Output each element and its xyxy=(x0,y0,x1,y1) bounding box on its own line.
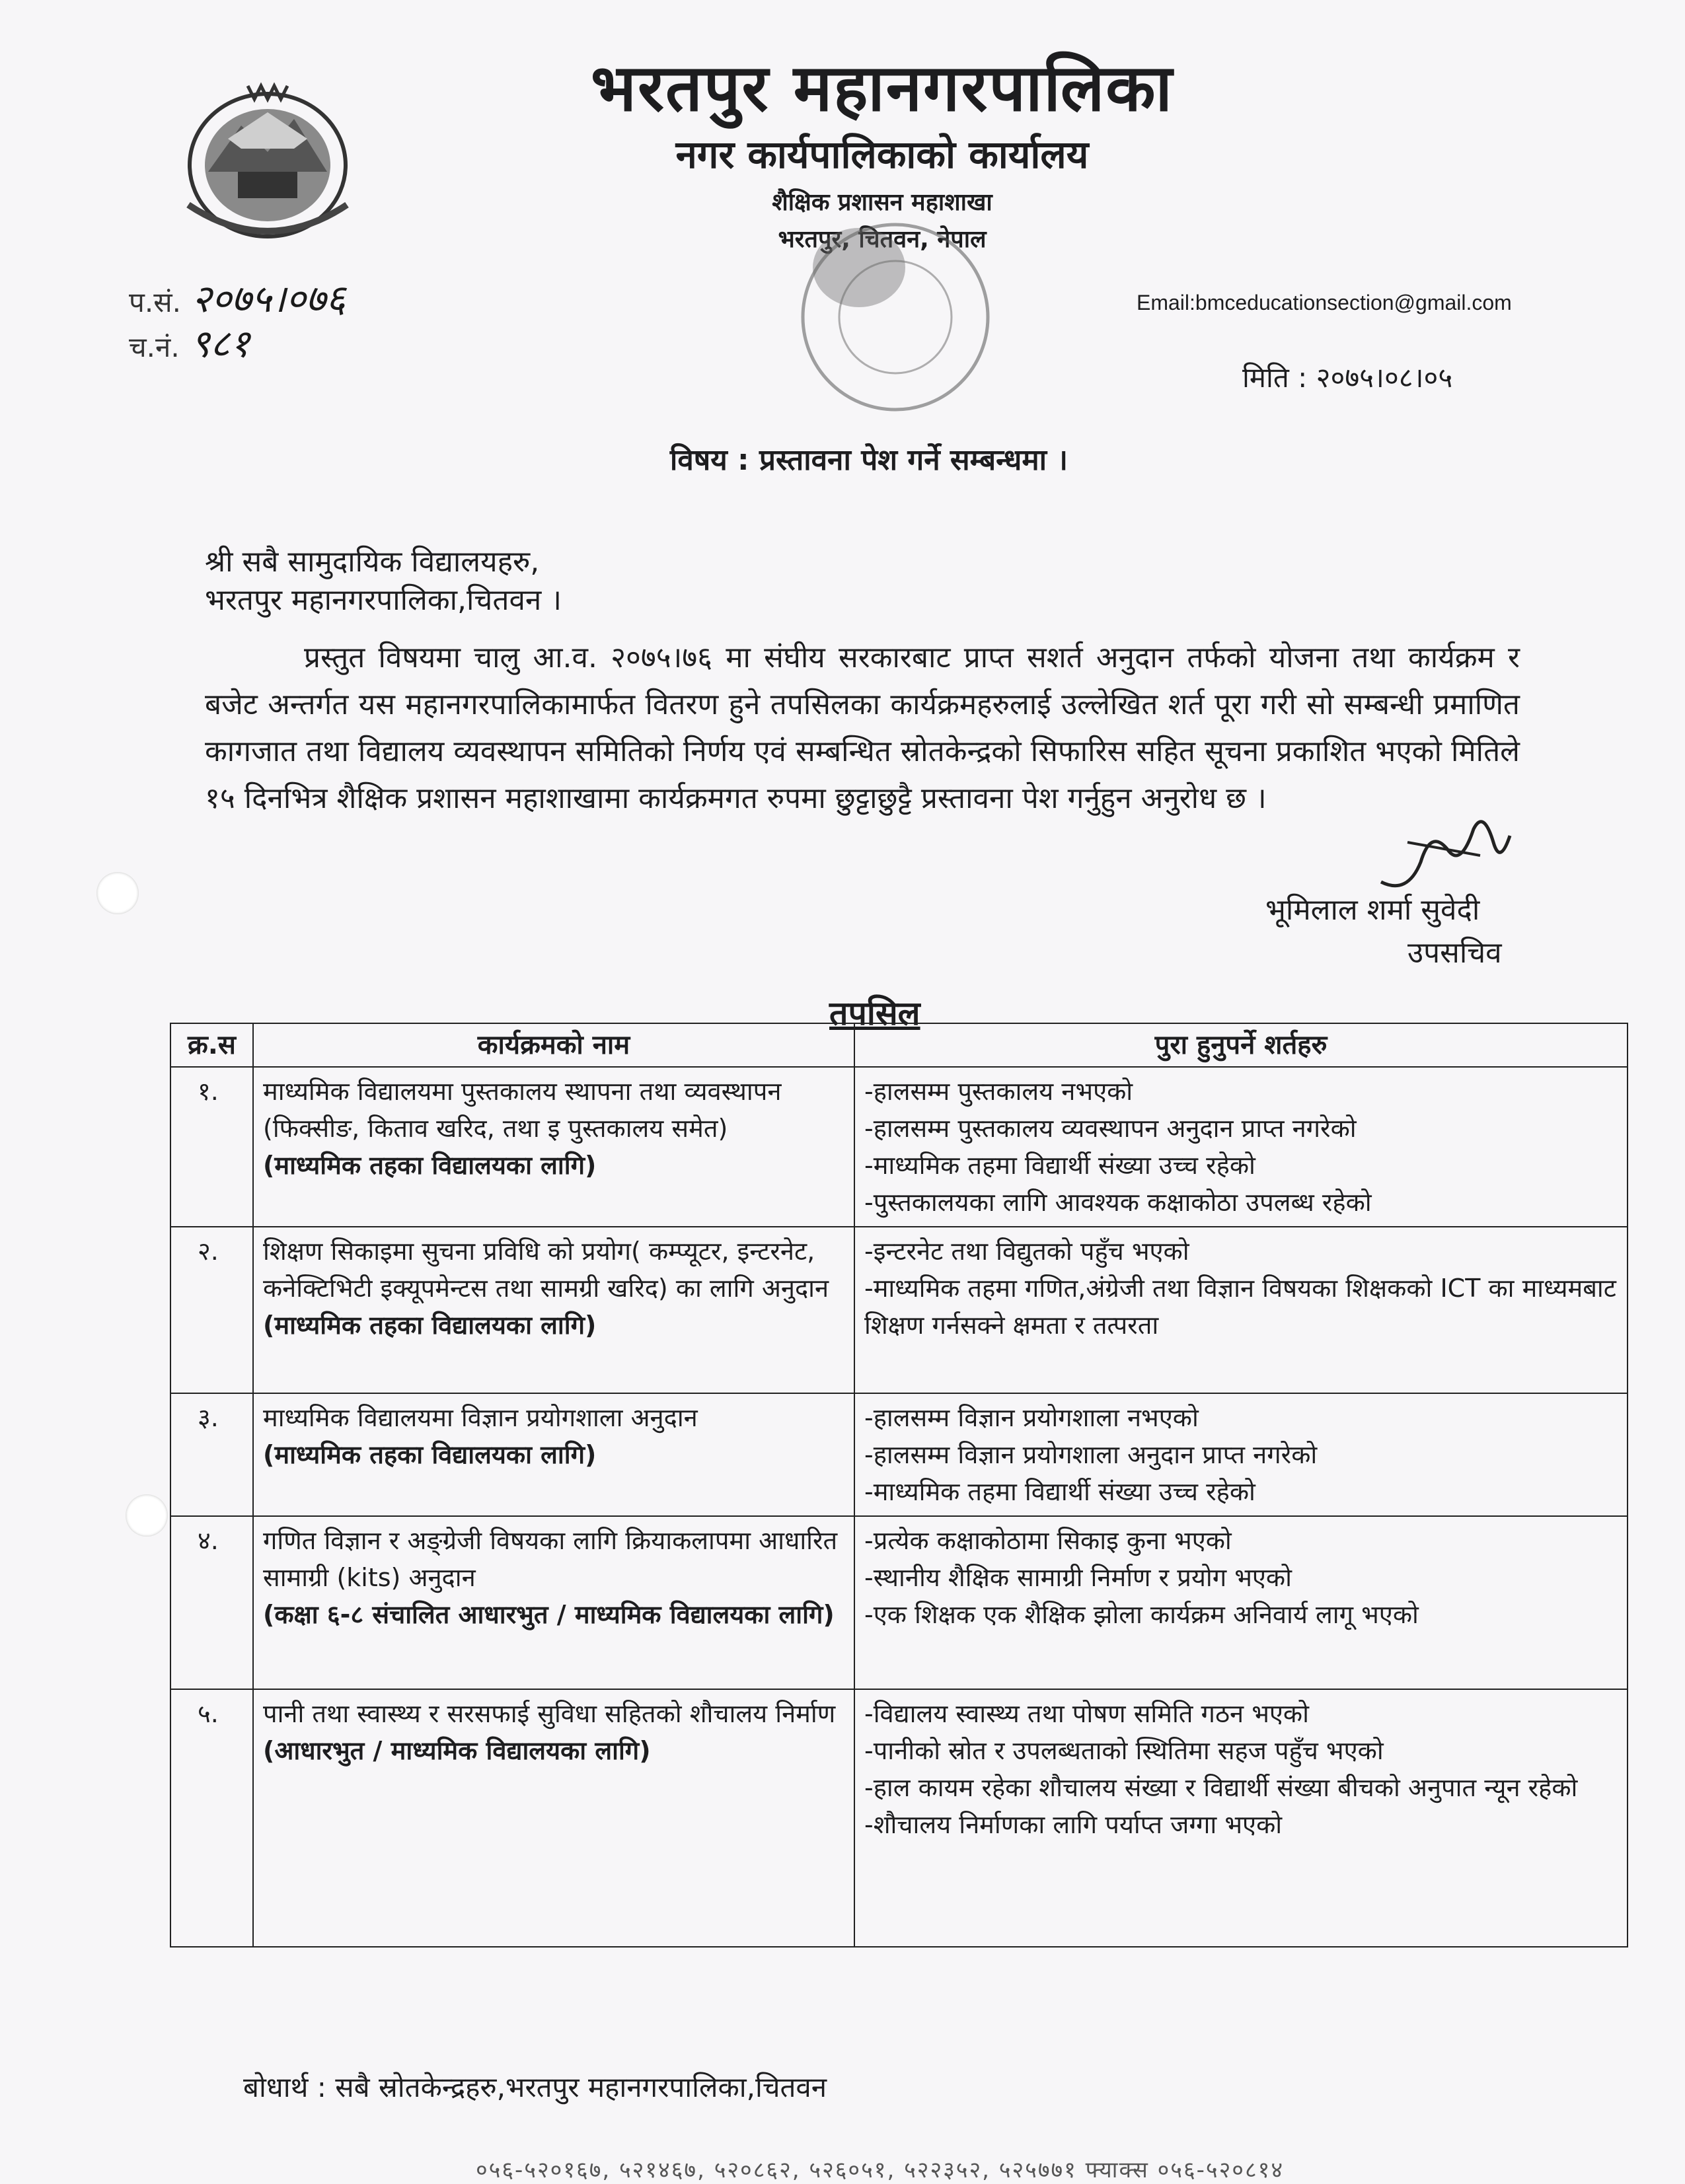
row-program xyxy=(253,1067,854,1227)
ps-label: प.सं. xyxy=(129,286,181,318)
program-name: शिक्षण सिकाइमा सुचना प्रविधि को प्रयोग( कम्प्यूटर, इन्टरनेट, कनेक्टिभिटी इक्यूपमेन्टस तथा सामग्री खरिद) का लागि अनुदान xyxy=(263,1237,829,1303)
col-header-conditions: पुरा हुनुपर्ने शर्तहरु xyxy=(854,1023,1628,1067)
row-sn: २. xyxy=(170,1227,253,1393)
cn-value: ९८१ xyxy=(190,321,250,366)
condition-item: -एक शिक्षक एक शैक्षिक झोला कार्यक्रम अनिवार्य लागू भएको xyxy=(864,1600,1419,1629)
row-conditions xyxy=(854,1689,1628,1947)
condition-item: -माध्यमिक तहमा गणित,अंग्रेजी तथा विज्ञान विषयका शिक्षकको ICT का माध्यमबाट शिक्षण गर्नसक्ने क्षमता र तत्परता xyxy=(864,1274,1616,1340)
program-name: माध्यमिक विद्यालयमा पुस्तकालय स्थापना तथा व्यवस्थापन (फिक्सीङ, किताव खरिद, तथा इ पुस्तकालय समेत) xyxy=(263,1077,782,1143)
row-conditions xyxy=(854,1227,1628,1393)
ps-value: २०७५।०७६ xyxy=(191,276,346,321)
letter-subject: विषय : प्रस्तावना पेश गर्ने सम्बन्धमा । xyxy=(669,443,1068,477)
row-conditions xyxy=(854,1393,1628,1516)
condition-item: -हालसम्म विज्ञान प्रयोगशाला नभएको xyxy=(864,1403,1199,1432)
municipality-title: भरतपुर महानगरपालिका xyxy=(591,51,1174,126)
punch-hole xyxy=(96,872,139,914)
row-conditions xyxy=(854,1067,1628,1227)
row-program xyxy=(253,1689,854,1947)
office-stamp xyxy=(780,218,1011,423)
condition-item: -पानीको स्रोत र उपलब्धताको स्थितिमा सहज पहुँच भएको xyxy=(864,1736,1384,1765)
condition-item: -माध्यमिक तहमा विद्यार्थी संख्या उच्च रहेको xyxy=(864,1477,1255,1506)
condition-item: -इन्टरनेट तथा विद्युतको पहुँच भएको xyxy=(864,1237,1189,1266)
row-sn: ५. xyxy=(170,1689,253,1947)
program-name: गणित विज्ञान र अङ्ग्रेजी विषयका लागि क्रियाकलापमा आधारित सामाग्री (kits) अनुदान xyxy=(263,1526,838,1592)
condition-item: -माध्यमिक तहमा विद्यार्थी संख्या उच्च रहेको xyxy=(864,1151,1255,1180)
row-conditions xyxy=(854,1516,1628,1689)
table-row xyxy=(170,1516,1628,1689)
condition-item: -हालसम्म पुस्तकालय नभएको xyxy=(864,1077,1133,1106)
col-header-sn: क्र.स xyxy=(170,1023,253,1067)
condition-item: -विद्यालय स्वास्थ्य तथा पोषण समिति गठन भएको xyxy=(864,1699,1309,1728)
cc-line: बोधार्थ : सबै स्रोतकेन्द्रहरु,भरतपुर महानगरपालिका,चितवन xyxy=(243,2071,827,2103)
punch-hole xyxy=(126,1494,168,1537)
table-row xyxy=(170,1067,1628,1227)
division-name: शैक्षिक प्रशासन महाशाखा xyxy=(772,189,992,216)
office-name: नगर कार्यपालिकाको कार्यालय xyxy=(675,132,1089,177)
addressee-line-2: भरतपुर महानगरपालिका,चितवन । xyxy=(205,583,562,617)
condition-item: -पुस्तकालयका लागि आवश्यक कक्षाकोठा उपलब्ध रहेको xyxy=(864,1188,1372,1217)
letter-body xyxy=(205,634,1520,822)
condition-item: -हालसम्म विज्ञान प्रयोगशाला अनुदान प्राप्त नगरेको xyxy=(864,1440,1318,1469)
reference-cn xyxy=(129,316,250,368)
footer-phone-numbers: ०५६-५२०१६७, ५२१४६७, ५२०८६२, ५२६०५१, ५२२३५२, ५२५७७१ फ्याक्स ०५६-५२०८१४ xyxy=(476,2157,1284,2183)
letter-date: मिति : २०७५।०८।०५ xyxy=(1242,361,1453,394)
location: भरतपुर, चितवन, नेपाल xyxy=(778,226,987,253)
addressee-line-1: श्री सबै सामुदायिक विद्यालयहरु, xyxy=(205,545,540,579)
program-level: (माध्यमिक तहका विद्यालयका लागि) xyxy=(263,1440,597,1469)
signatory-name: भूमिलाल शर्मा सुवेदी xyxy=(1265,893,1480,927)
letter-body-text: प्रस्तुत विषयमा चालु आ.व. २०७५।७६ मा संघीय सरकारबाट प्राप्त सशर्त अनुदान तर्फको योजना तथा कार्यक्रम र बजेट अन्तर्गत यस महानगरपालिकामार्फत वितरण हुने तपसिलका कार्यक्रमहरुलाई उल्लेखित शर्त पूरा गरी सो सम्बन्धी प्रमाणित कागजात तथा विद्यालय व्यवस्थापन समितिको निर्णय एवं सम्बन्धित स्रोतकेन्द्रको सिफारिस सहित सूचना प्रकाशित भएको मितिले १५ दिनभित्र शैक्षिक प्रशासन महाशाखामा कार्यक्रमगत रुपमा छुट्टाछुट्टै प्रस्तावना पेश गर्नुहुन अनुरोध छ । xyxy=(205,641,1520,815)
row-sn: ४. xyxy=(170,1516,253,1689)
condition-item: -स्थानीय शैक्षिक सामाग्री निर्माण र प्रयोग भएको xyxy=(864,1563,1292,1592)
cn-label: च.नं. xyxy=(129,331,180,363)
condition-item: -हाल कायम रहेका शौचालय संख्या र विद्यार्थी संख्या बीचको अनुपात न्यून रहेको xyxy=(864,1773,1578,1802)
program-name: माध्यमिक विद्यालयमा विज्ञान प्रयोगशाला अनुदान xyxy=(263,1403,698,1432)
annex-title: तपसिल xyxy=(829,994,920,1033)
row-sn: ३. xyxy=(170,1393,253,1516)
condition-item: -हालसम्म पुस्तकालय व्यवस्थापन अनुदान प्राप्त नगरेको xyxy=(864,1114,1357,1143)
condition-item: -शौचालय निर्माणका लागि पर्याप्त जग्गा भएको xyxy=(864,1810,1283,1839)
condition-item: -प्रत्येक कक्षाकोठामा सिकाइ कुना भएको xyxy=(864,1526,1232,1555)
table-header-row xyxy=(170,1023,1628,1067)
row-program xyxy=(253,1227,854,1393)
row-sn: १. xyxy=(170,1067,253,1227)
program-level: (माध्यमिक तहका विद्यालयका लागि) xyxy=(263,1311,597,1340)
table-row xyxy=(170,1227,1628,1393)
col-header-program: कार्यक्रमको नाम xyxy=(253,1023,854,1067)
row-program xyxy=(253,1516,854,1689)
signature xyxy=(1368,803,1520,902)
email-address: Email:bmceducationsection@gmail.com xyxy=(1137,291,1512,314)
row-program xyxy=(253,1393,854,1516)
table-row xyxy=(170,1689,1628,1947)
program-level: (माध्यमिक तहका विद्यालयका लागि) xyxy=(263,1151,597,1180)
table-row xyxy=(170,1393,1628,1516)
program-level: (कक्षा ६-८ संचालित आधारभुत / माध्यमिक विद्यालयका लागि) xyxy=(263,1600,835,1629)
signatory-designation: उपसचिव xyxy=(1407,936,1502,970)
annex-table xyxy=(170,1023,1628,1947)
program-level: (आधारभुत / माध्यमिक विद्यालयका लागि) xyxy=(263,1736,651,1765)
program-name: पानी तथा स्वास्थ्य र सरसफाई सुविधा सहितको शौचालय निर्माण xyxy=(263,1699,836,1728)
